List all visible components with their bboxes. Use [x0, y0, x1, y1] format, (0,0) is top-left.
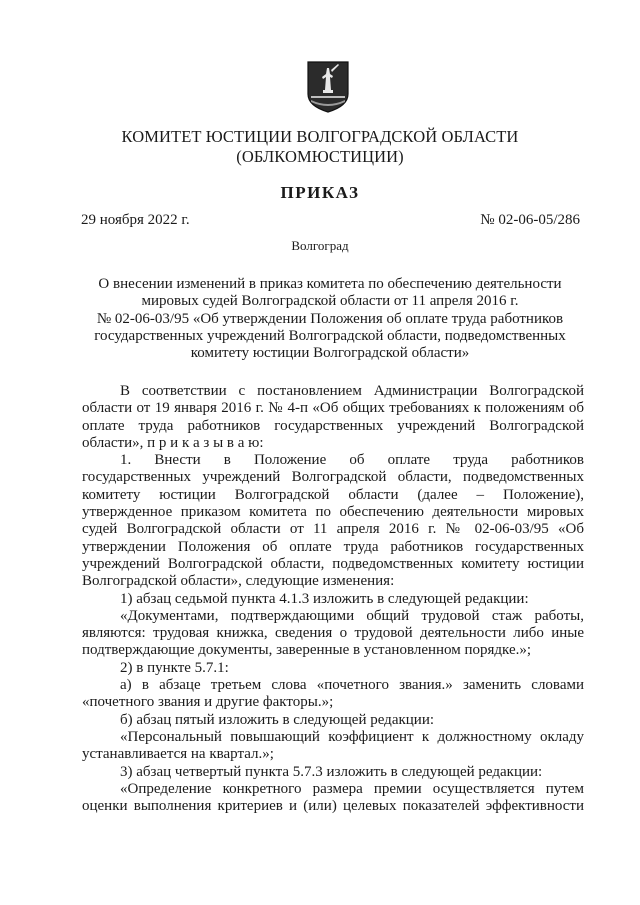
body-line: области от 19 января 2016 г. № 4-п «Об общих требованиях к положениям об	[82, 400, 584, 417]
document-type-title: ПРИКАЗ	[280, 183, 360, 202]
subject-line: О внесении изменений в приказ комитета по обеспечению деятельности	[98, 276, 562, 292]
document-subject	[80, 276, 580, 362]
document-number: № 02-06-05/286	[480, 212, 580, 228]
body-line: б) абзац пятый изложить в следующей редакции:	[120, 711, 435, 728]
body-line: «Персональный повышающий коэффициент к должностному окладу	[120, 728, 584, 745]
coat-of-arms-emblem	[305, 60, 351, 114]
body-line: оплате труда работников государственных учреждений Волгоградской	[82, 417, 584, 434]
body-line: судей Волгоградской области от 11 апреля 2016 г. № 02-06-03/95 «Об	[82, 521, 584, 538]
subject-line: № 02-06-03/95 «Об утверждении Положения об оплате труда работников	[96, 310, 564, 327]
body-line: «Документами, подтверждающими общий трудовой стаж работы,	[120, 607, 584, 624]
body-line: Волгоградской области», следующие изменения:	[82, 573, 395, 590]
ministry-short-name: (ОБЛКОМЮСТИЦИИ)	[236, 147, 404, 166]
body-line: устанавливается на квартал.»;	[82, 746, 274, 763]
subject-line: комитету юстиции Волгоградской области»	[190, 345, 470, 362]
body-line: подтверждающие документы, заверенные в установленном порядке.»;	[82, 642, 532, 659]
body-line: оценки выполнения критериев и (или) целевых показателей эффективности	[82, 798, 584, 815]
document-date: 29 ноября 2022 г.	[81, 212, 190, 228]
body-line: а) в абзаце третьем слова «почетного звания.» заменить словами	[120, 677, 584, 694]
document-body	[82, 383, 584, 815]
body-line: 1) абзац седьмой пункта 4.1.3 изложить в следующей редакции:	[120, 590, 529, 607]
body-line: «Определение конкретного размера премии осуществляется путем	[120, 780, 584, 797]
body-line: утвержденное приказом комитета по обеспечению деятельности мировых	[82, 504, 584, 521]
body-line: В соответствии с постановлением Администрации Волгоградской	[120, 383, 584, 399]
subject-line: государственных учреждений Волгоградской области, подведомственных	[94, 327, 566, 344]
document-city: Волгоград	[291, 238, 349, 253]
body-line: 3) абзац четвертый пункта 5.7.3 изложить в следующей редакции:	[120, 763, 543, 780]
ministry-name: КОМИТЕТ ЮСТИЦИИ ВОЛГОГРАДСКОЙ ОБЛАСТИ	[121, 127, 519, 146]
body-line: «почетного звания и другие факторы.»;	[82, 694, 334, 711]
subject-line: мировых судей Волгоградской области от 11 апреля 2016 г.	[141, 293, 519, 310]
body-line: утверждении Положения об оплате труда работников государственных	[82, 538, 584, 555]
body-line: комитету юстиции Волгоградской области (далее – Положение),	[82, 486, 584, 503]
body-line: государственных учреждений Волгоградской области, подведомственных	[82, 469, 584, 486]
body-line: 1. Внести в Положение об оплате труда работников	[120, 452, 584, 469]
body-line: являются: трудовая книжка, сведения о трудовой деятельности либо иные	[82, 625, 584, 642]
body-line: учреждений Волгоградской области, подведомственных комитету юстиции	[82, 555, 584, 572]
body-line: 2) в пункте 5.7.1:	[120, 659, 229, 676]
body-line: области», п р и к а з ы в а ю:	[82, 434, 264, 451]
